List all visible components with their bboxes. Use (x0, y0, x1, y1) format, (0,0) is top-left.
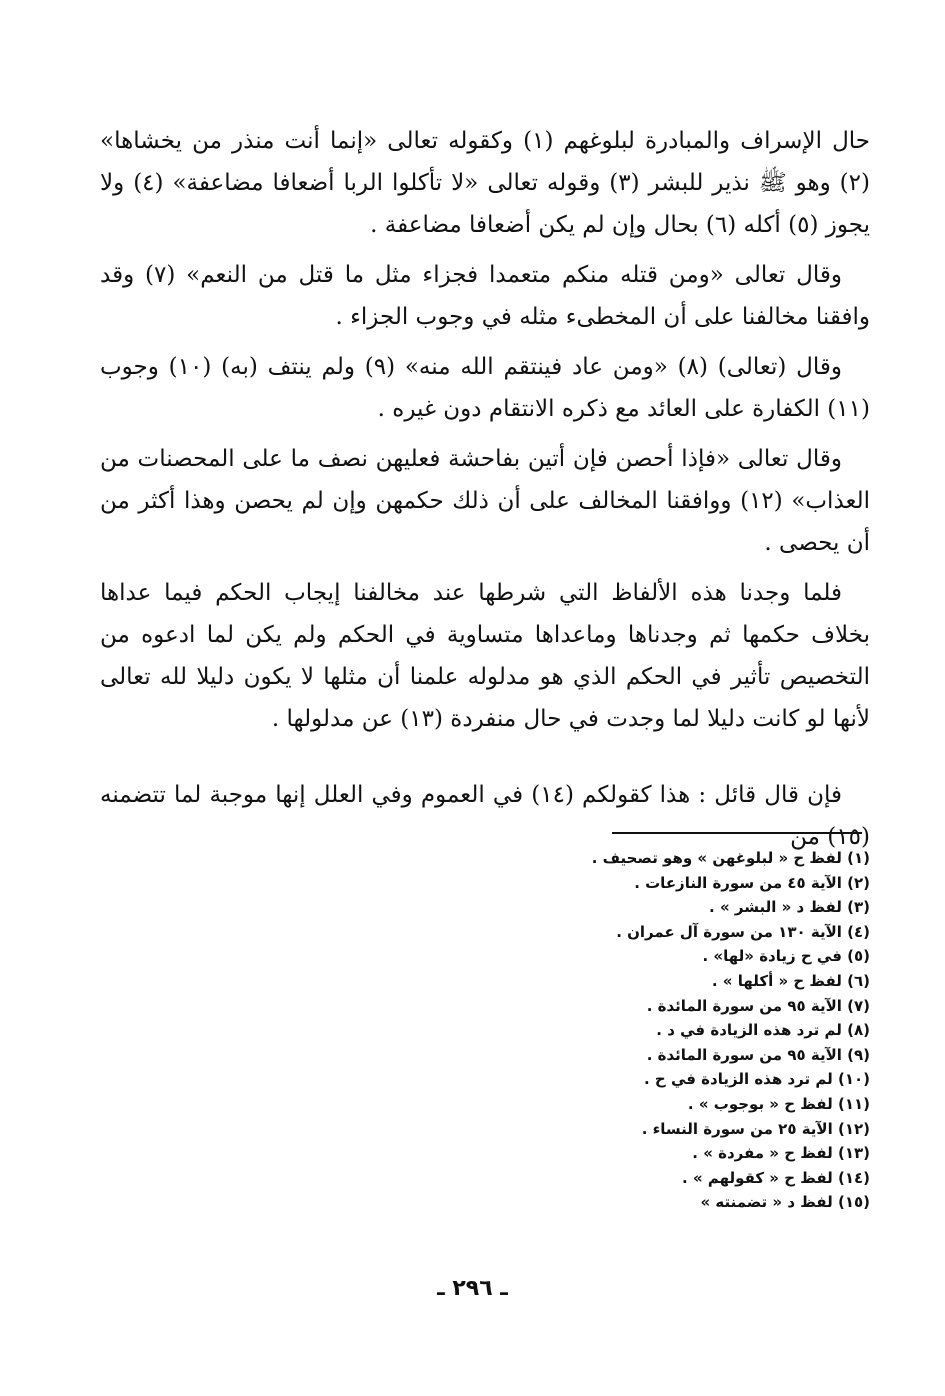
paragraph-4: وقال تعالى «فإذا أحصن فإن أتين بفاحشة فعليهن نصف ما على المحصنات من العذاب» (١٢) ووافقنا المخالف على أن ذلك حكمهن وإن لم يحصن وهذا أكثر من أن يحصى . (100, 446, 871, 556)
footnote-15: (١٥) لفظ د « تضمنته » (700, 1193, 870, 1212)
footnote-3: (٣) لفظ د « البشر » . (709, 898, 870, 917)
paragraph-2: وقال تعالى «ومن قتله منكم متعمدا فجزاء مثل ما قتل من النعم» (٧) وقد وافقنا مخالفنا على أن المخطىء مثله في وجوب الجزاء . (100, 262, 870, 330)
paragraph-6: فإن قال قائل : هذا كقولكم (١٤) في العموم وفي العلل إنها موجبة لما تتضمنه (١٥) من (100, 782, 870, 850)
footnote-7: (٧) الآية ٩٥ من سورة المائدة . (646, 996, 870, 1015)
footnote-1: (١) لفظ ح « لبلوغهن » وهو تصحيف . (591, 849, 870, 867)
page-number: ـ ٢٩٦ ـ (437, 1276, 508, 1301)
footnote-4: (٤) الآية ١٣٠ من سورة آل عمران . (616, 922, 870, 941)
footnote-11: (١١) لفظ ح « بوجوب » . (687, 1094, 870, 1113)
footnotes (480, 846, 870, 1215)
footnote-10: (١٠) لم ترد هذه الزيادة في ح . (644, 1070, 870, 1089)
paragraph-3: وقال (تعالى) (٨) «ومن عاد فينتقم الله منه» (٩) ولم ينتف (به) (١٠) وجوب (١١) الكفارة على العائد مع ذكره الانتقام دون غيره . (100, 354, 870, 422)
footnote-9: (٩) الآية ٩٥ من سورة المائدة . (646, 1045, 870, 1064)
footnote-8: (٨) لم ترد هذه الزيادة في د . (656, 1021, 870, 1040)
footnote-13: (١٣) لفظ ح « مفردة » . (692, 1144, 870, 1163)
paragraph-5: فلما وجدنا هذه الألفاظ التي شرطها عند مخالفنا إيجاب الحكم فيما عداها بخلاف حكمها ثم وجدناها وماعداها متساوية في الحكم ولم يكن لما ادعوه من التخصيص تأثير في الحكم الذي هو مدلوله علمنا أن مثلها لا يكون دليلا لله تعالى لأنها لو كانت دليلا لما وجدت في حال منفردة (١٣) عن مدلولها . (100, 580, 870, 732)
footnote-divider (612, 832, 862, 834)
footnote-2: (٢) الآية ٤٥ من سورة النازعات . (634, 873, 870, 892)
footnote-6: (٦) لفظ ح « أكلها » . (711, 971, 870, 990)
paragraph-1: حال الإسراف والمبادرة لبلوغهم (١) وكقوله تعالى «إنما أنت منذر من يخشاها» (٢) وهو ﷺ نذير للبشر (٣) وقوله تعالى «لا تأكلوا الربا أضعافا مضاعفة» (٤) ولا يجوز (٥) أكله (٦) بحال وإن لم يكن أضعافا مضاعفة . (100, 128, 871, 238)
footnote-14: (١٤) لفظ ح « كقولهم » . (682, 1168, 870, 1187)
footnote-5: (٥) في ح زيادة «لها» . (702, 947, 870, 966)
footnote-12: (١٢) الآية ٢٥ من سورة النساء . (641, 1119, 870, 1138)
main-text (100, 120, 870, 866)
